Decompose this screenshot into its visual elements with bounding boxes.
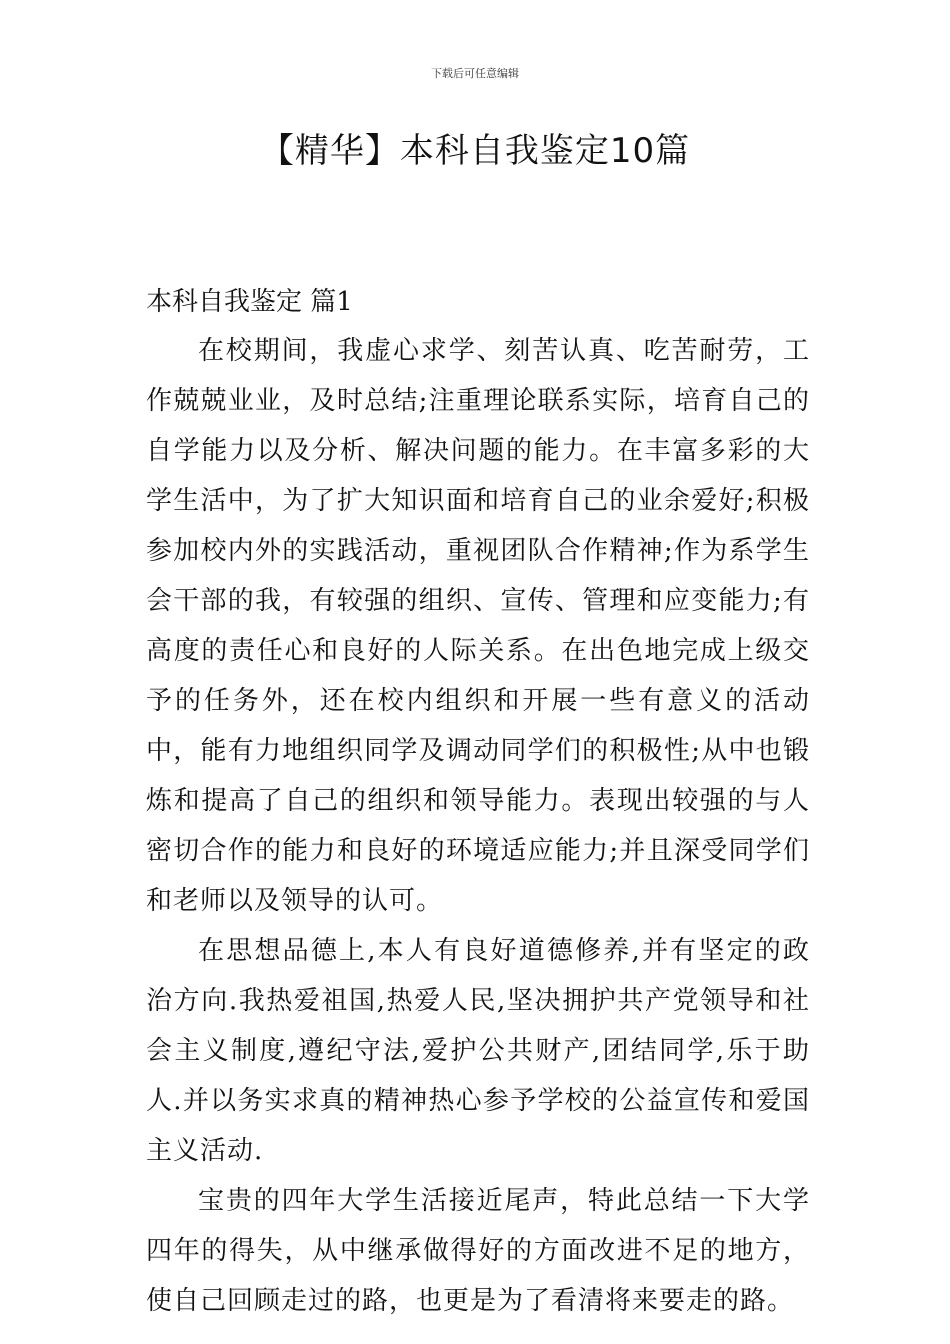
paragraph-1: 在校期间，我虚心求学、刻苦认真、吃苦耐劳，工作兢兢业业，及时总结;注重理论联系实际，培育自己的自学能力以及分析、解决问题的能力。在丰富多彩的大学生活中，为了扩大知识面和培育自己的业余爱好;积极参加校内外的实践活动，重视团队合作精神;作为系学生会干部的我，有较强的组织、宣传、管理和应变能力;有高度的责任心和良好的人际关系。在出色地完成上级交予的任务外，还在校内组织和开展一些有意义的活动中，能有力地组织同学及调动同学们的积极性;从中也锻炼和提高了自己的组织和领导能力。表现出较强的与人密切合作的能力和良好的环境适应能力;并且深受同学们和老师以及领导的认可。 bbox=[146, 336, 810, 916]
section-heading: 本科自我鉴定 篇1 bbox=[146, 287, 353, 317]
paragraph-2: 在思想品德上,本人有良好道德修养,并有坚定的政治方向.我热爱祖国,热爱人民,坚决拥护共产党领导和社会主义制度,遵纪守法,爱护公共财产,团结同学,乐于助人.并以务实求真的精神热心参予学校的公益宣传和爱国主义活动. bbox=[146, 936, 810, 1166]
header-note: 下载后可任意编辑 bbox=[431, 67, 519, 80]
document-body bbox=[146, 278, 810, 1326]
paragraph-3: 宝贵的四年大学生活接近尾声，特此总结一下大学四年的得失，从中继承做得好的方面改进不足的地方，使自己回顾走过的路，也更是为了看清将来要走的路。 bbox=[146, 1186, 810, 1316]
document-title: 【精华】本科自我鉴定10篇 bbox=[259, 131, 691, 171]
